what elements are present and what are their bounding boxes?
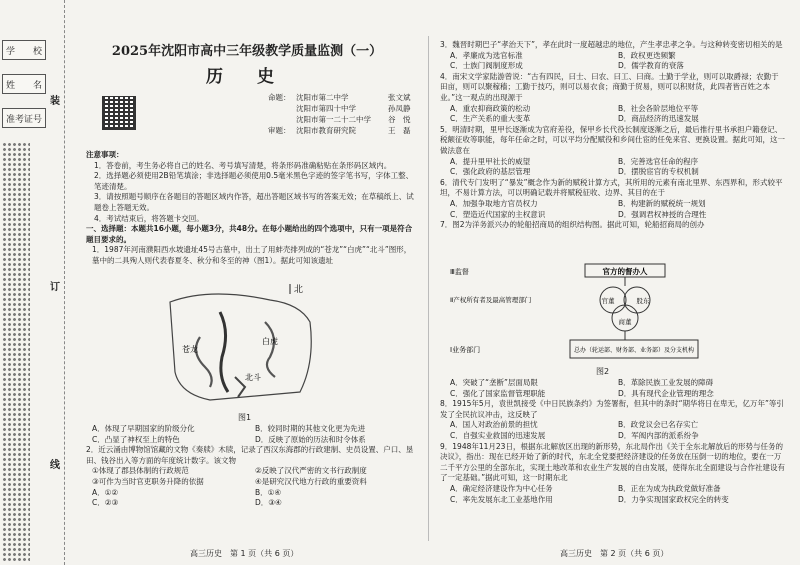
label-north: 北 xyxy=(294,285,304,295)
label-dragon: 苍龙 xyxy=(182,345,198,354)
statement: ②反映了汉代严密的文书行政制度 xyxy=(255,466,367,476)
author-role: 命题： xyxy=(268,93,291,102)
author-name: 谷 悦 xyxy=(388,115,411,124)
figure-2-caption: 图2 xyxy=(596,367,610,376)
q5-options xyxy=(440,157,786,178)
author-org: 沈阳市教育研究院 xyxy=(296,126,356,135)
school-char-2: 校 xyxy=(32,46,42,57)
dragon-shape xyxy=(196,337,212,387)
question-stem: 9．1948年11月23日，根据东北解放区出现的新形势，东北局作出《关于全东北解放后的形势与任务的决议》，指出：现在已经开始了新的时代，东北全党要把经济建设的任务放在压倒一切的地位，要在一万二千平方公里的全部东北，实现土地改革和农业生产发展的自由发展，使得东北全面建设与合作社建设有了一定基础。”据此可知，这一时期东北 xyxy=(440,441,785,483)
q3-options xyxy=(440,51,786,72)
q1-options xyxy=(92,424,418,445)
option: B．构建新的赋税统一规划 xyxy=(618,198,706,208)
option: A．重农抑商政策的松动 xyxy=(450,103,531,113)
author-row xyxy=(268,92,411,103)
question-stem: 6．清代专门发明了“暴发”概念作为新的赋税计算方式，其所用的元素有南北里界、东西界和，形式较平坦，不易计算方法，可以明确记载并将赋税征收、边界、其目的在于 xyxy=(440,177,783,198)
option: B．政党议会已名存实亡 xyxy=(618,420,699,430)
option: A．加强争取地方官员权力 xyxy=(450,198,538,208)
option: B．正在为成为执政党做好准备 xyxy=(618,483,721,493)
circle-label: 官董 xyxy=(601,297,615,305)
author-name: 张文斌 xyxy=(388,93,411,102)
right-column xyxy=(440,40,786,231)
author-role xyxy=(268,114,296,125)
option: D．强调君权神授的合理性 xyxy=(618,209,707,219)
bind-char-xian: 线 xyxy=(50,460,60,471)
footer-right: 高三历史 第 2 页（共 6 页） xyxy=(560,549,669,558)
name-char-1: 姓 xyxy=(6,80,16,91)
left-column-lower xyxy=(86,424,418,509)
question-stem: 2．近云涌由博物馆馆藏的文物《奏牍》木牍，记录了西汉东海郡的行政建制、史员设置、户口、垦田、钱谷出入等方面的年度统计数字。该文物 xyxy=(86,445,414,465)
q8-options xyxy=(440,420,786,441)
author-role xyxy=(268,103,296,114)
option: C．塑造近代国家的主权意识 xyxy=(450,209,546,219)
question-stem: 5．明清时期，里甲长逐渐成为官府差役，保甲乡长代役长制度逐渐之后，最后推行里书承担户籍登记、税额征收等职能，每年任命之时，可以平均分配赋役和乡间仕宦的任免来官、更换设置。据此可知，这一做法意在 xyxy=(440,124,785,155)
label-dipper: 北斗 xyxy=(245,373,261,382)
option: B．社会各阶层地位平等 xyxy=(618,103,699,113)
option: C．自强实业救国的迅速发展 xyxy=(450,430,546,440)
q2-statements xyxy=(92,466,418,487)
bottom-box-label: 总办（轮运部、财务部、业务部）及分支机构 xyxy=(573,347,695,354)
option: D．商品经济的迅速发展 xyxy=(618,114,699,124)
qr-code-icon xyxy=(102,96,136,130)
statement: ④是研究汉代地方行政的重要资料 xyxy=(255,476,367,486)
statement: ①体现了郡县体制的行政规范 xyxy=(92,466,189,476)
question-stem: 8．1915年5月，袁世凯接受《中日民族条约》为签署衔，但其中的条时“期华将日在卑无，亿万年”等引发了全民抗议冲击，这反映了 xyxy=(440,399,784,419)
note-item: 1．答卷前，考生务必将自己的姓名、考号填写清楚，将条形码准确粘贴在条形码区域内。 xyxy=(94,160,392,170)
human-figure xyxy=(220,312,228,392)
author-org: 沈阳市第一二十二中学 xyxy=(296,115,371,124)
option: C．强化了国家监督管理职能 xyxy=(450,388,546,398)
option: D．具有现代企业管理的理念 xyxy=(618,388,714,398)
figure-1-tomb xyxy=(150,282,350,407)
q7-options xyxy=(440,378,786,399)
q4-options xyxy=(440,104,786,125)
author-row xyxy=(268,114,411,125)
school-box xyxy=(2,40,46,60)
section-heading: 一、选择题：本题共16小题，每小题3分，共48分。在每小题给出的四个选项中，只有一项是符合题目要求的。 xyxy=(86,224,413,244)
question-stem: 4．南宋文学家陆游曾说：“古有四民，曰士、曰农、曰工、曰商。士勤于学业，则可以取爵禄；农勤于田亩，则可以聚稼穑；工勤于技巧，则可以易衣食；商勤于贸易，则可以积财货，此四者皆百姓之本业。”这一观点的出现源于 xyxy=(440,71,779,102)
option: D．力争实现国家政权完全的转变 xyxy=(618,494,729,504)
q6-options xyxy=(440,199,786,220)
level-label: Ⅱ产权所有者及最高管理部门 xyxy=(450,296,532,304)
option: C．率先发展东北工业基地作用 xyxy=(450,494,553,504)
exam-no-label: 准考证号 xyxy=(6,114,43,125)
option: B．政权更迭频繁 xyxy=(618,50,676,60)
q2-options xyxy=(92,488,418,509)
left-column xyxy=(86,150,416,267)
page-divider xyxy=(428,36,429,541)
author-org: 沈阳市第四十中学 xyxy=(296,104,356,113)
option: D．③④ xyxy=(255,498,282,508)
option: B．①④ xyxy=(255,487,282,497)
school-char-1: 学 xyxy=(6,46,16,57)
right-column-lower xyxy=(440,378,786,505)
option: A．国人对政治前景的担忧 xyxy=(450,420,538,430)
option: C．生产关系的重大变革 xyxy=(450,114,531,124)
option: C．强化政府的基层管理 xyxy=(450,167,531,177)
tiger-shape xyxy=(265,322,275,377)
level-label: Ⅰ业务部门 xyxy=(450,346,481,354)
label-tiger: 白虎 xyxy=(262,337,278,346)
exam-no-grid xyxy=(2,142,30,562)
question-stem: 3．魏晋时期巴子“孝治天下”，孝在此时一度超越忠的地位，产生孝忠孝之争。与这种转变密切相关的是 xyxy=(440,40,783,49)
option: A．提升里甲社长的威望 xyxy=(450,156,531,166)
option: A．①② xyxy=(92,487,119,497)
option: A．孝廉成为选官标准 xyxy=(450,50,523,60)
circle-label: 商董 xyxy=(618,318,632,326)
option: D．反映了原始的历法和时令体系 xyxy=(255,434,366,444)
note-item: 4．考试结束后，将答题卡交回。 xyxy=(94,213,204,223)
name-char-2: 名 xyxy=(32,80,42,91)
option: B．革除民族工业发展的障碍 xyxy=(618,378,714,387)
option: A．确定经济建设作为中心任务 xyxy=(450,483,553,493)
option: C．士族门阀制度形成 xyxy=(450,61,523,71)
question-stem: 1．1987年河南濮阳西水坡遗址45号古墓中，出土了用蚌壳排列成的“苍龙”“白虎”“北斗”图形，墓中的二具殉人则代表春夏冬、秋分和冬至的神（图1）。据此可知该遗址 xyxy=(92,245,412,265)
statement: ③可作为当时官吏职务升降的依据 xyxy=(92,476,204,486)
option: B．较同时期的其他文化更为先进 xyxy=(255,424,366,433)
dipper-shape xyxy=(235,377,245,397)
subject-title: 历 史 xyxy=(206,67,288,87)
option: A．突破了“垄断”层面局限 xyxy=(450,378,538,387)
author-row xyxy=(268,103,411,114)
authors-block xyxy=(268,92,411,136)
option: C．②③ xyxy=(92,498,119,508)
figure-2-diagram xyxy=(450,262,700,362)
figure-1-caption: 图1 xyxy=(238,413,252,422)
author-row xyxy=(268,125,411,136)
notes-heading: 注意事项： xyxy=(86,150,124,159)
question-stem: 7．图2为洋务派兴办的轮船招商局的组织结构图。据此可知，轮船招商局的创办 xyxy=(440,220,705,230)
footer-left: 高三历史 第 1 页（共 6 页） xyxy=(190,549,299,558)
level-label: Ⅲ监督 xyxy=(450,268,469,276)
note-item: 2．选择题必须使用2B铅笔填涂；非选择题必须使用0.5毫米黑色字迹的签字笔书写，字体工整、笔迹清楚。 xyxy=(94,171,414,191)
bind-char-zhuang: 装 xyxy=(50,96,60,107)
option: D．儒学教育的衰落 xyxy=(618,61,684,71)
option: D．军阀内部的派系纷争 xyxy=(618,430,699,440)
note-item: 3．请按照题号顺序在各题目的答题区域内作答，超出答题区域书写的答案无效；在草稿纸上、试题卷上答题无效。 xyxy=(94,192,414,212)
author-org: 沈阳市第二中学 xyxy=(296,93,349,102)
binding-strip xyxy=(0,0,65,565)
name-box xyxy=(2,74,46,94)
author-name: 王 磊 xyxy=(388,126,411,135)
q9-options xyxy=(440,484,786,505)
option: A．体现了早期国家的阶级分化 xyxy=(92,424,195,433)
option: B．完善选官任命的程序 xyxy=(618,156,699,166)
bind-char-ding: 订 xyxy=(50,282,60,293)
exam-title: 2025年沈阳市高中三年级教学质量监测（一） xyxy=(111,44,383,59)
author-name: 孙凤静 xyxy=(388,104,411,113)
option: C．凸显了神权至上的特色 xyxy=(92,434,180,444)
top-box-label: 官方的督办人 xyxy=(602,267,648,276)
circle-label: 股东 xyxy=(636,297,650,305)
exam-no-box xyxy=(2,108,46,128)
author-role: 审题： xyxy=(268,126,291,135)
option: D．摆脱宦官的专权机制 xyxy=(618,167,699,177)
